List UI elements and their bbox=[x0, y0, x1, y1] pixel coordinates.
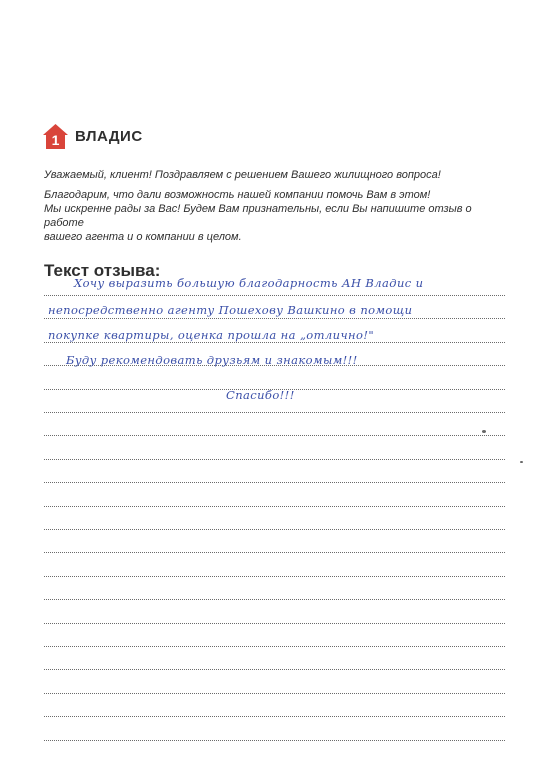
ruled-line bbox=[44, 529, 505, 530]
review-title: Текст отзыва: bbox=[44, 261, 161, 280]
handwritten-line-3: покупке квартиры, оценка прошла на „отлично!" bbox=[48, 328, 375, 342]
paper-speck bbox=[482, 430, 486, 433]
intro-line-1: Благодарим, что дали возможность нашей компании помочь Вам в этом! bbox=[44, 189, 431, 201]
intro-text bbox=[44, 168, 504, 244]
intro-line-2: Мы искренне рады за Вас! Будем Вам признательны, если Вы напишите отзыв о работе bbox=[44, 203, 472, 229]
ruled-line bbox=[44, 716, 505, 717]
ruled-line bbox=[44, 693, 505, 694]
ruled-line bbox=[44, 412, 505, 413]
ruled-line bbox=[44, 552, 505, 553]
handwritten-line-4: Буду рекомендовать друзьям и знакомым!!! bbox=[66, 353, 358, 367]
greeting: Уважаемый, клиент! Поздравляем с решением Вашего жилищного вопроса! bbox=[44, 169, 441, 181]
handwritten-line-2: непосредственно агенту Пошехову Вашкино в помощи bbox=[48, 303, 413, 317]
ruled-line bbox=[44, 623, 505, 624]
handwritten-line-1: Хочу выразить большую благодарность АН Владис и bbox=[74, 276, 424, 290]
ruled-line bbox=[44, 435, 505, 436]
brand-logo bbox=[42, 123, 143, 150]
ruled-line bbox=[44, 318, 505, 319]
handwritten-line-5: Спасибо!!! bbox=[226, 388, 295, 402]
ruled-line bbox=[44, 506, 505, 507]
ruled-line bbox=[44, 576, 505, 577]
ruled-line bbox=[44, 599, 505, 600]
logo-digit: 1 bbox=[51, 132, 60, 148]
house-logo-icon bbox=[42, 123, 69, 150]
ruled-line bbox=[44, 646, 505, 647]
ruled-line bbox=[44, 740, 505, 741]
ruled-line bbox=[44, 295, 505, 296]
intro-line-3: вашего агента и о компании в целом. bbox=[44, 231, 242, 243]
ruled-line bbox=[44, 669, 505, 670]
ruled-line bbox=[44, 482, 505, 483]
brand-name: ВЛАДИС bbox=[75, 128, 143, 145]
ruled-line bbox=[44, 459, 505, 460]
paper-speck bbox=[520, 461, 523, 463]
